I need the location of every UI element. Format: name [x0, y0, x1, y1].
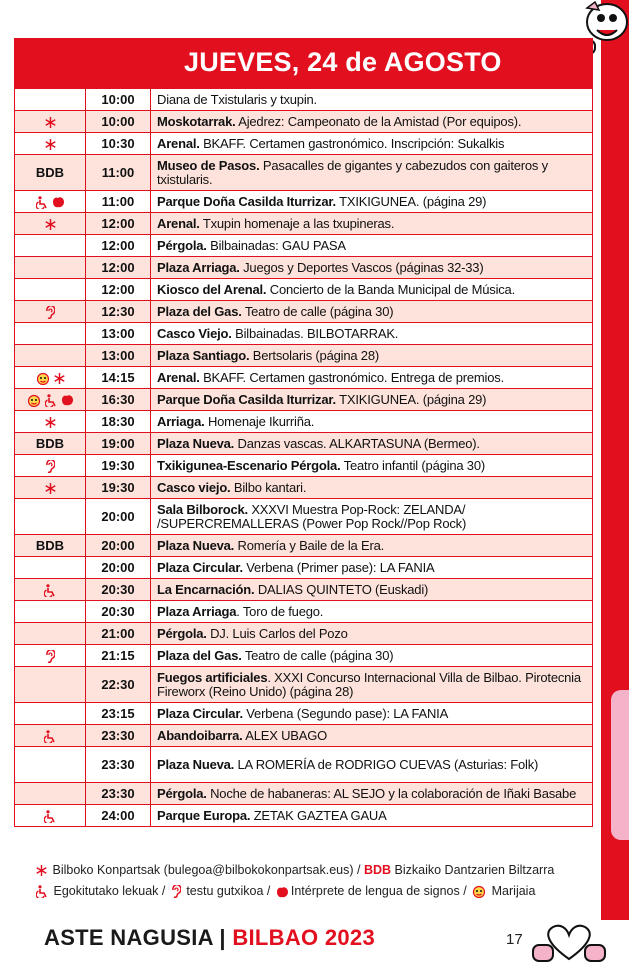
schedule-row [15, 411, 593, 433]
row-description [151, 477, 593, 499]
event-text: Verbena (Segundo pase): LA FANIA [242, 705, 449, 721]
row-description [151, 301, 593, 323]
event-text: Juegos y Deportes Vascos (páginas 32-33) [239, 259, 484, 275]
row-description [151, 499, 593, 535]
schedule-row [15, 213, 593, 235]
schedule-row [15, 667, 593, 703]
row-category-cell [15, 257, 86, 279]
event-place: Abandoibarra. [157, 727, 243, 743]
event-place: Plaza Arriaga. [157, 259, 240, 275]
schedule-row [15, 725, 593, 747]
bdb-badge: BDB [35, 164, 65, 180]
event-text: Verbena (Primer pase): LA FANIA [242, 559, 435, 575]
row-time: 10:30 [86, 133, 151, 155]
row-category-cell [15, 477, 86, 499]
event-text: Danzas vascas. ALKARTASUNA (Bermeo). [234, 435, 480, 451]
event-text: Teatro de calle (página 30) [241, 303, 394, 319]
row-time: 20:30 [86, 601, 151, 623]
row-category-cell [15, 213, 86, 235]
row-time: 23:30 [86, 747, 151, 783]
event-place: Plaza Santiago. [157, 347, 250, 363]
schedule-row [15, 89, 593, 111]
row-description [151, 389, 593, 411]
legend-line-1: Bilboko Konpartsak (bulegoa@bilbokokonpartsak.eus) / BDB Bizkaiko Dantzarien Biltzarra [34, 860, 594, 881]
row-time: 20:00 [86, 499, 151, 535]
row-category-cell [15, 667, 86, 703]
event-text: Homenaje Ikurriña. [204, 413, 315, 429]
schedule-row [15, 601, 593, 623]
konpartsak-star-icon [36, 865, 47, 876]
sign-language-hands-icon [276, 886, 289, 898]
row-time: 19:30 [86, 455, 151, 477]
row-description [151, 411, 593, 433]
konpartsak-star-icon [45, 483, 56, 494]
konpartsak-star-icon [45, 417, 56, 428]
event-text: DALIAS QUINTETO (Euskadi) [254, 581, 429, 597]
row-time: 10:00 [86, 111, 151, 133]
event-place: Arenal. [157, 215, 200, 231]
decorative-pink-shape [611, 690, 629, 840]
row-time: 12:00 [86, 279, 151, 301]
row-time: 18:30 [86, 411, 151, 433]
row-time: 21:15 [86, 645, 151, 667]
row-time: 20:30 [86, 579, 151, 601]
row-time: 13:00 [86, 345, 151, 367]
event-text: Ajedrez: Campeonato de la Amistad (Por equipos). [235, 113, 522, 129]
ear-icon [45, 460, 55, 473]
event-place: Parque Doña Casilda Iturrizar. [157, 193, 336, 209]
wheelchair-icon [36, 885, 48, 898]
row-description [151, 89, 593, 111]
schedule-row [15, 703, 593, 725]
bdb-badge: BDB [35, 435, 65, 451]
row-category-cell [15, 725, 86, 747]
row-category-cell [15, 783, 86, 805]
event-text: Noche de habaneras: AL SEJO y la colaboración de Iñaki Basabe [206, 785, 577, 801]
event-text: Bertsolaris (página 28) [249, 347, 379, 363]
row-time: 12:00 [86, 213, 151, 235]
row-category-cell [15, 433, 86, 455]
event-text: LA ROMERÍA de RODRIGO CUEVAS (Asturias: Folk) [234, 756, 539, 772]
schedule-row [15, 783, 593, 805]
row-time: 16:30 [86, 389, 151, 411]
wheelchair-icon [36, 196, 48, 209]
row-description [151, 747, 593, 783]
row-time: 19:30 [86, 477, 151, 499]
schedule-row [15, 301, 593, 323]
schedule-row [15, 279, 593, 301]
event-text: Bilbainadas. BILBOTARRAK. [231, 325, 399, 341]
row-category-cell [15, 805, 86, 827]
row-time: 22:30 [86, 667, 151, 703]
row-category-cell [15, 235, 86, 257]
row-category-cell [15, 191, 86, 213]
marijaia-icon [36, 372, 50, 385]
ear-icon [45, 650, 55, 663]
row-time: 23:15 [86, 703, 151, 725]
legend [34, 860, 594, 902]
row-description [151, 667, 593, 703]
row-time: 10:00 [86, 89, 151, 111]
schedule-row [15, 235, 593, 257]
schedule-row [15, 257, 593, 279]
wheelchair-icon [44, 730, 56, 743]
row-description [151, 323, 593, 345]
event-text: BKAFF. Certamen gastronómico. Entrega de premios. [199, 369, 504, 385]
konpartsak-star-icon [45, 139, 56, 150]
row-category-cell [15, 111, 86, 133]
schedule-row [15, 579, 593, 601]
schedule-row [15, 389, 593, 411]
event-text: Diana de Txistularis y txupin. [157, 91, 317, 107]
row-category-cell [15, 389, 86, 411]
event-place: Plaza Circular. [157, 705, 243, 721]
row-category-cell [15, 499, 86, 535]
event-place: Pérgola. [157, 237, 207, 253]
row-category-cell [15, 279, 86, 301]
row-time: 21:00 [86, 623, 151, 645]
event-place: Sala Bilborock. [157, 501, 248, 517]
event-text: Teatro de calle (página 30) [241, 647, 394, 663]
day-header [14, 38, 593, 88]
row-category-cell [15, 367, 86, 389]
row-description [151, 111, 593, 133]
marijaia-icon [27, 394, 41, 407]
row-time: 12:00 [86, 235, 151, 257]
event-text: Bilbainadas: GAU PASA [206, 237, 346, 253]
row-category-cell [15, 703, 86, 725]
row-category-cell [15, 623, 86, 645]
row-description [151, 455, 593, 477]
schedule-table [14, 88, 593, 827]
schedule-row [15, 345, 593, 367]
event-text: ZETAK GAZTEA GAUA [250, 807, 387, 823]
event-place: Txikigunea-Escenario Pérgola. [157, 457, 341, 473]
wheelchair-icon [44, 584, 56, 597]
schedule-row [15, 111, 593, 133]
row-time: 23:30 [86, 725, 151, 747]
row-time: 14:15 [86, 367, 151, 389]
row-time: 13:00 [86, 323, 151, 345]
schedule-row [15, 155, 593, 191]
wheelchair-icon [44, 810, 56, 823]
event-place: Parque Doña Casilda Iturrizar. [157, 391, 336, 407]
event-place: Plaza Nueva. [157, 435, 235, 451]
event-place: Arriaga. [157, 413, 205, 429]
row-category-cell [15, 645, 86, 667]
event-place: La Encarnación. [157, 581, 255, 597]
schedule-row [15, 323, 593, 345]
row-description [151, 155, 593, 191]
ear-icon [45, 306, 55, 319]
schedule-row [15, 747, 593, 783]
row-description [151, 345, 593, 367]
event-place: Plaza Circular. [157, 559, 243, 575]
schedule-row [15, 645, 593, 667]
event-text: XXXVI Muestra Pop-Rock: ZELANDA/ /SUPERCREMALLERAS (Power Pop Rock//Pop Rock) [157, 501, 467, 531]
row-description [151, 805, 593, 827]
row-description [151, 257, 593, 279]
row-time: 11:00 [86, 155, 151, 191]
row-category-cell [15, 155, 86, 191]
row-category-cell [15, 89, 86, 111]
row-description [151, 535, 593, 557]
event-place: Plaza Nueva. [157, 537, 235, 553]
event-text: . XXXI Concurso Internacional Villa de Bilbao. Pirotecnia Fireworx (Reino Unido) (página 28) [157, 669, 581, 699]
row-description [151, 557, 593, 579]
event-text: Teatro infantil (página 30) [340, 457, 485, 473]
event-place: Pérgola. [157, 625, 207, 641]
event-place: Casco viejo. [157, 479, 231, 495]
marijaia-icon [472, 885, 486, 898]
schedule-row [15, 433, 593, 455]
row-description [151, 235, 593, 257]
page-number: 17 [506, 931, 523, 948]
row-category-cell [15, 133, 86, 155]
row-category-cell [15, 323, 86, 345]
event-place: Museo de Pasos. [157, 157, 260, 173]
event-place: Pérgola. [157, 785, 207, 801]
konpartsak-star-icon [45, 219, 56, 230]
schedule-row [15, 367, 593, 389]
ear-icon [171, 885, 181, 898]
event-place: Arenal. [157, 135, 200, 151]
heart-hands-decoration-icon [529, 915, 609, 965]
event-place: Plaza Arriaga [157, 603, 237, 619]
row-description [151, 579, 593, 601]
row-time: 12:00 [86, 257, 151, 279]
schedule-row [15, 191, 593, 213]
sign-language-hands-icon [61, 394, 74, 406]
event-place: Plaza Nueva. [157, 756, 235, 772]
row-description [151, 279, 593, 301]
row-time: 20:00 [86, 557, 151, 579]
event-place: Moskotarrak. [157, 113, 236, 129]
schedule-row [15, 477, 593, 499]
bdb-badge: BDB [35, 537, 65, 553]
event-place: Plaza del Gas. [157, 647, 242, 663]
schedule-row [15, 499, 593, 535]
row-time: 20:00 [86, 535, 151, 557]
event-text: Pasacalles de gigantes y cabezudos con gaiteros y txistularis. [157, 157, 548, 187]
row-category-cell [15, 301, 86, 323]
wheelchair-icon [45, 394, 57, 407]
event-text: Txupin homenaje a las txupineras. [199, 215, 395, 231]
row-category-cell [15, 579, 86, 601]
row-description [151, 367, 593, 389]
event-place: Kiosco del Arenal. [157, 281, 267, 297]
event-text: TXIKIGUNEA. (página 29) [335, 193, 487, 209]
row-time: 23:30 [86, 783, 151, 805]
row-category-cell [15, 411, 86, 433]
event-text: TXIKIGUNEA. (página 29) [335, 391, 487, 407]
event-text: Concierto de la Banda Municipal de Música. [266, 281, 515, 297]
event-place: Casco Viejo. [157, 325, 232, 341]
row-time: 11:00 [86, 191, 151, 213]
schedule-row [15, 535, 593, 557]
event-text: BKAFF. Certamen gastronómico. Inscripción: Sukalkis [199, 135, 505, 151]
row-time: 24:00 [86, 805, 151, 827]
konpartsak-star-icon [45, 117, 56, 128]
row-description [151, 433, 593, 455]
event-place: Plaza del Gas. [157, 303, 242, 319]
event-place: Arenal. [157, 369, 200, 385]
sign-language-hands-icon [52, 196, 65, 208]
event-text: ALEX UBAGO [242, 727, 328, 743]
row-category-cell [15, 601, 86, 623]
schedule-row [15, 455, 593, 477]
schedule-row [15, 557, 593, 579]
row-description [151, 133, 593, 155]
row-description [151, 703, 593, 725]
row-description [151, 213, 593, 235]
row-category-cell [15, 747, 86, 783]
footer-brand: ASTE NAGUSIA | BILBAO 2023 [44, 925, 375, 950]
row-description [151, 645, 593, 667]
schedule-row [15, 805, 593, 827]
page-title: JUEVES, 24 de AGOSTO [184, 47, 502, 77]
row-description [151, 783, 593, 805]
row-time: 19:00 [86, 433, 151, 455]
schedule-row [15, 623, 593, 645]
konpartsak-star-icon [54, 373, 65, 384]
row-time: 12:30 [86, 301, 151, 323]
event-place: Parque Europa. [157, 807, 251, 823]
event-text: Romería y Baile de la Era. [234, 537, 385, 553]
row-description [151, 601, 593, 623]
event-text: Bilbo kantari. [230, 479, 307, 495]
row-category-cell [15, 455, 86, 477]
event-place: Fuegos artificiales [157, 669, 268, 685]
row-description [151, 191, 593, 213]
event-text: DJ. Luis Carlos del Pozo [206, 625, 348, 641]
event-text: . Toro de fuego. [236, 603, 324, 619]
schedule-row [15, 133, 593, 155]
row-description [151, 623, 593, 645]
legend-line-2: Egokitutako lekuak / testu gutxikoa / Intérprete de lengua de signos / Marijaia [34, 881, 594, 902]
row-category-cell [15, 557, 86, 579]
row-description [151, 725, 593, 747]
row-category-cell [15, 345, 86, 367]
row-category-cell [15, 535, 86, 557]
